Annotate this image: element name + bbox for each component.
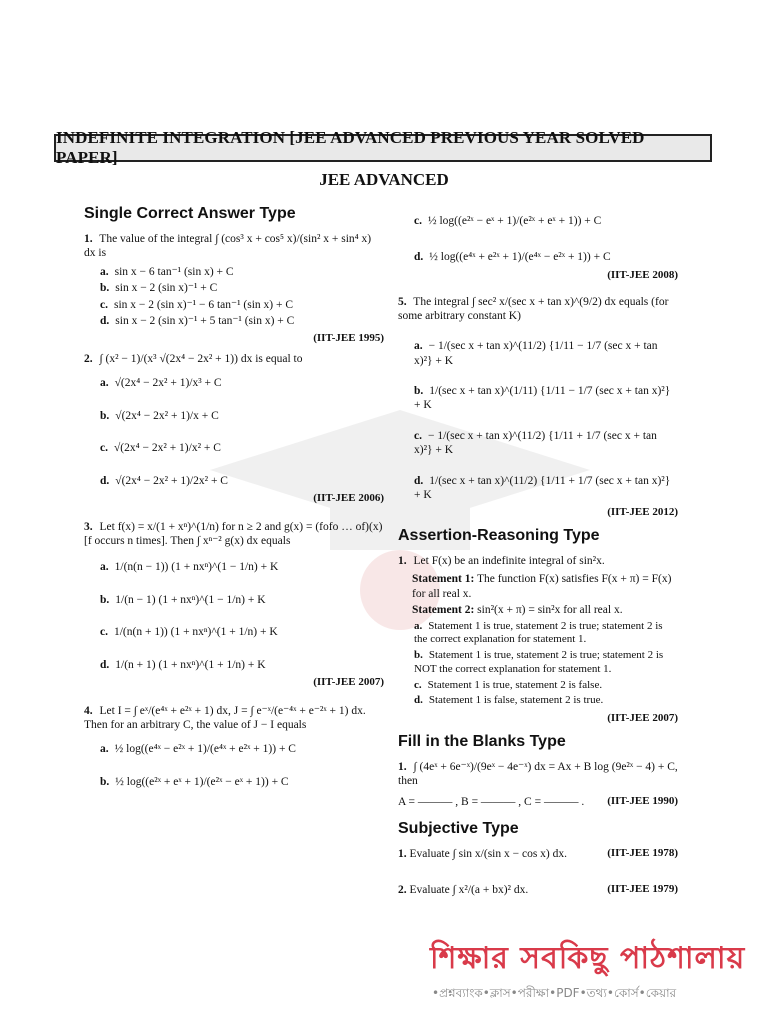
option-label: b. xyxy=(100,409,110,422)
footer-brand: শিক্ষার সবকিছু পাঠশালায় xyxy=(430,941,746,976)
option-label: b. xyxy=(100,593,110,606)
option-text: ½ log((e²ˣ + eˣ + 1)/(e²ˣ − eˣ + 1)) + C xyxy=(115,775,289,788)
option-text: Statement 1 is true, statement 2 is true; statement 2 is the correct explanation for statement 1. xyxy=(414,619,663,646)
option-label: b. xyxy=(414,649,423,661)
option-label: a. xyxy=(414,619,423,632)
question-1 xyxy=(84,232,384,261)
statement-2 xyxy=(412,603,678,617)
option xyxy=(100,376,384,390)
statement-1 xyxy=(412,572,678,601)
option-text: − 1/(sec x + tan x)^(11/2) {1/11 + 1/7 (sec x + tan x)²} + K xyxy=(414,429,657,457)
option-label: a. xyxy=(100,743,109,756)
option-label: d. xyxy=(100,658,110,671)
question-text: Let I = ∫ eˣ/(e⁴ˣ + e²ˣ + 1) dx, J = ∫ e⁻ˣ/(e⁻⁴ˣ + e⁻²ˣ + 1) dx. Then for an arbitrary C, the value of J − I equals xyxy=(84,704,366,731)
option-label: a. xyxy=(100,377,109,390)
option xyxy=(100,775,384,789)
exam-year: (IIT-JEE 1979) xyxy=(607,883,678,896)
option-label: b. xyxy=(100,282,110,295)
question-2 xyxy=(84,352,384,366)
option-label: c. xyxy=(100,298,108,311)
option-label: b. xyxy=(100,775,110,788)
option xyxy=(414,620,678,648)
option-text: ½ log((e⁴ˣ + e²ˣ + 1)/(e⁴ˣ − e²ˣ + 1)) + C xyxy=(429,251,611,264)
option-label: c. xyxy=(100,626,108,639)
option-text: 1/(n − 1) (1 + nxⁿ)^(1 − 1/n) + K xyxy=(115,593,266,606)
option xyxy=(414,694,678,708)
option-text: 1/(n(n + 1)) (1 + nxⁿ)^(1 + 1/n) + K xyxy=(113,626,278,639)
option-text: √(2x⁴ − 2x² + 1)/x³ + C xyxy=(114,377,222,390)
option-label: c. xyxy=(100,442,108,455)
option xyxy=(100,742,384,756)
option xyxy=(100,593,384,607)
option xyxy=(100,658,384,672)
question-text: ∫ (4eˣ + 6e⁻ˣ)/(9eˣ − 4e⁻ˣ) dx = Ax + B log (9e²ˣ − 4) + C, then xyxy=(398,760,678,788)
exam-year: (IIT-JEE 2006) xyxy=(313,491,384,504)
option-text: √(2x⁴ − 2x² + 1)/x + C xyxy=(115,409,219,422)
option-text: ½ log((e⁴ˣ − e²ˣ + 1)/(e⁴ˣ + e²ˣ + 1)) + C xyxy=(114,743,296,756)
option xyxy=(100,281,384,295)
option xyxy=(100,409,384,423)
option-text: Statement 1 is false, statement 2 is true. xyxy=(428,694,604,707)
fib-blanks-row xyxy=(398,795,678,809)
question-number: 5. xyxy=(398,295,407,308)
option-label: a. xyxy=(100,265,109,278)
blanks-text: A = ——— , B = ——— , C = ——— . xyxy=(398,795,585,808)
option-text: sin x − 2 (sin x)⁻¹ + C xyxy=(115,282,218,295)
ar-question xyxy=(398,554,678,568)
option-text: sin x − 2 (sin x)⁻¹ − 6 tan⁻¹ (sin x) + C xyxy=(113,298,294,311)
page-title-text: INDEFINITE INTEGRATION [JEE ADVANCED PREVIOUS YEAR SOLVED PAPER] xyxy=(56,128,645,167)
option xyxy=(100,560,384,574)
option xyxy=(100,265,384,279)
question-number: 1. xyxy=(398,760,407,773)
option xyxy=(414,679,678,693)
exam-year: (IIT-JEE 1990) xyxy=(607,794,678,807)
exam-year: (IIT-JEE 2007) xyxy=(607,712,678,724)
exam-year: (IIT-JEE 1995) xyxy=(313,332,384,345)
option xyxy=(100,441,384,455)
question-number: 2. xyxy=(398,884,407,897)
option-text: sin x − 2 (sin x)⁻¹ + 5 tan⁻¹ (sin x) + C xyxy=(115,314,295,327)
subjective-question-1 xyxy=(398,847,678,861)
statement-label: Statement 2: xyxy=(412,604,475,617)
section-heading-fill-blanks: Fill in the Blanks Type xyxy=(398,732,566,750)
option-text: ½ log((e²ˣ − eˣ + 1)/(e²ˣ + eˣ + 1)) + C xyxy=(427,215,602,227)
question-number: 1. xyxy=(398,847,407,860)
option xyxy=(414,214,678,228)
option-label: d. xyxy=(414,694,423,707)
option-text: 1/(n(n − 1)) (1 + nxⁿ)^(1 − 1/n) + K xyxy=(114,561,279,574)
option-label: d. xyxy=(414,474,424,487)
option-text: Statement 1 is true, statement 2 is false. xyxy=(427,678,603,691)
question-5 xyxy=(398,295,678,324)
exam-year: (IIT-JEE 1978) xyxy=(607,846,678,859)
exam-year: (IIT-JEE 2007) xyxy=(313,675,384,688)
option-label: d. xyxy=(414,251,424,264)
option-text: 1/(sec x + tan x)^(1/11) {1/11 − 1/7 (sec x + tan x)²} + K xyxy=(414,385,671,412)
page-title xyxy=(54,128,712,167)
option xyxy=(414,429,678,458)
section-heading-subjective: Subjective Type xyxy=(398,819,519,837)
option-text: sin x − 6 tan⁻¹ (sin x) + C xyxy=(114,265,234,278)
left-column xyxy=(84,200,384,791)
question-text: Let F(x) be an indefinite integral of sin²x. xyxy=(413,555,605,567)
option-text: Statement 1 is true, statement 2 is true; statement 2 is NOT the correct explanation for statement 1. xyxy=(414,649,664,675)
question-number: 4. xyxy=(84,704,93,717)
statement-text: The function F(x) satisfies F(x + π) = F(x) for all real x. xyxy=(412,573,672,600)
option-text: 1/(n + 1) (1 + nxⁿ)^(1 + 1/n) + K xyxy=(115,658,266,671)
option-text: − 1/(sec x + tan x)^(11/2) {1/11 − 1/7 (sec x + tan x)²} + K xyxy=(414,340,658,367)
option-label: a. xyxy=(100,561,109,574)
question-4 xyxy=(84,704,384,733)
page-subtitle: JEE ADVANCED xyxy=(319,170,449,189)
right-column xyxy=(398,212,678,898)
option-label: d. xyxy=(100,474,110,487)
question-number: 2. xyxy=(84,353,93,365)
question-text: The integral ∫ sec² x/(sec x + tan x)^(9/2) dx equals (for some arbitrary constant K) xyxy=(398,295,669,322)
option xyxy=(414,384,678,413)
option xyxy=(414,250,678,264)
question-text: Evaluate ∫ x²/(a + bx)² dx. xyxy=(409,884,529,897)
option-text: √(2x⁴ − 2x² + 1)/x² + C xyxy=(113,442,221,455)
section-heading-assertion-reasoning: Assertion-Reasoning Type xyxy=(398,527,600,544)
question-number: 1. xyxy=(84,233,93,245)
option-label: d. xyxy=(100,314,110,327)
question-number: 1. xyxy=(398,555,407,567)
option xyxy=(100,625,384,639)
option xyxy=(414,649,678,677)
option-label: b. xyxy=(414,385,424,397)
option-label: c. xyxy=(414,678,422,691)
statement-label: Statement 1: xyxy=(412,573,475,586)
option xyxy=(100,298,384,312)
question-3 xyxy=(84,520,384,549)
subjective-question-2 xyxy=(398,883,678,897)
option xyxy=(100,314,384,328)
statement-text: sin²(x + π) = sin²x for all real x. xyxy=(477,604,623,617)
section-heading-single-correct: Single Correct Answer Type xyxy=(84,205,296,222)
question-text: Evaluate ∫ sin x/(sin x − cos x) dx. xyxy=(409,847,568,860)
option xyxy=(414,339,678,368)
option xyxy=(414,474,678,503)
option-text: 1/(sec x + tan x)^(11/2) {1/11 + 1/7 (sec x + tan x)²} + K xyxy=(414,474,671,501)
question-number: 3. xyxy=(84,520,93,533)
option-label: c. xyxy=(414,429,422,442)
exam-year: (IIT-JEE 2008) xyxy=(607,268,678,281)
fib-question xyxy=(398,760,678,789)
option-text: √(2x⁴ − 2x² + 1)/2x² + C xyxy=(115,474,228,487)
question-text: Let f(x) = x/(1 + xⁿ)^(1/n) for n ≥ 2 and g(x) = (fofo … of)(x) [f occurs n times]. Then ∫ xⁿ⁻² g(x) dx equals xyxy=(84,520,383,547)
footer-tagline: •প্রশ্নব্যাংক•ক্লাস•পরীক্ষা•PDF•তথ্য•কোর্স•কেয়ার xyxy=(432,986,677,1000)
option-label: a. xyxy=(414,340,423,353)
option xyxy=(100,474,384,488)
question-text: The value of the integral ∫ (cos³ x + cos⁵ x)/(sin² x + sin⁴ x) dx is xyxy=(84,233,372,260)
question-text: ∫ (x² − 1)/(x³ √(2x⁴ − 2x² + 1)) dx is equal to xyxy=(99,353,303,365)
exam-year: (IIT-JEE 2012) xyxy=(607,506,678,519)
option-label: c. xyxy=(414,215,422,227)
